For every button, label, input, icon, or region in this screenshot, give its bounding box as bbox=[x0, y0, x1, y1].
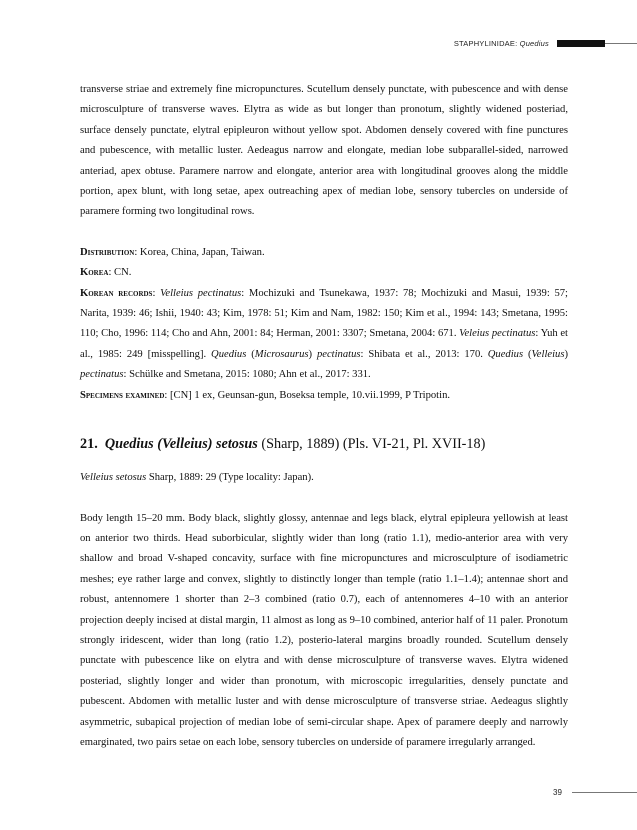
running-header bbox=[454, 38, 637, 48]
synonym-line: Velleius setosus Sharp, 1889: 29 (Type locality: Japan). bbox=[80, 472, 314, 484]
korea-section: Korea: CN. bbox=[80, 267, 132, 279]
korea-label: Korea bbox=[80, 267, 109, 279]
header-rule bbox=[605, 43, 637, 44]
korean-records-section: Korean records: Velleius pectinatus: Mochizuki and Tsunekawa, 1937: 78; Mochizuki and Masui, 1939: 57; Narita, 1939: 46; Ishii, 1940: 43; Kim, 1978: 51; Kim and Nam, 1982: 150; Kim et al., 1994: 143; Smetana, 1995: 110; Cho, 1996: 114; Cho and Ahn, 2001: 84; Herman, 2001: 3307; Smetana, 2004: 671. Veleius pectinatus: Yuh et al., 1985: 249 [misspelling]. Quedius (Microsaurus) pectinatus: Shibata et al., 2013: 170. Quedius (Velleius) pectinatus: Schülke and Smetana, 2015: 1080; Ahn et al., 2017: 331. bbox=[80, 287, 568, 381]
header-bar bbox=[557, 40, 605, 47]
description-continued: transverse striae and extremely fine micropunctures. Scutellum densely punctate, with pubescence and with dense microsculpture of transverse waves. Elytra as wide as but longer than pronotum, slightly widened posteriad, surface densely punctate, elytral epipleuron without yellow spot. Abdomen densely covered with fine punctures and pubescence, with metallic luster. Aedeagus narrow and elongate, median lobe subparallel-sided, narrowed anteriad, apex obtuse. Paramere narrow and elongate, anterior area with longitudinal grooves along the middle portion, apex blunt, with long setae, apex outreaching apex of median lobe, sensory tubercles on underside of paramere forming two longitudinal rows. bbox=[80, 84, 568, 218]
running-header-text: STAPHYLINIDAE: Quedius bbox=[453, 38, 549, 48]
specimens-label: Specimens examined bbox=[80, 389, 165, 401]
specimens-section: Specimens examined: [CN] 1 ex, Geunsan-gun, Boseksa temple, 10.vii.1999, P Tripotin. bbox=[80, 389, 451, 401]
species-heading: 21. Quedius (Velleius) setosus (Sharp, 1889) (Pls. VI-21, Pl. XVII-18) bbox=[80, 436, 486, 453]
footer-rule bbox=[572, 792, 637, 793]
page-footer bbox=[510, 788, 637, 797]
page-number: 39 bbox=[553, 788, 562, 797]
distribution-label: Distribution bbox=[80, 246, 135, 258]
distribution-section: Distribution: Korea, China, Japan, Taiwan. bbox=[80, 246, 265, 258]
korean-records-label: Korean records bbox=[80, 287, 153, 299]
species-description: Body length 15–20 mm. Body black, slightly glossy, antennae and legs black, elytral epipleura yellowish at least on anterior two thirds. Head suborbicular, slightly wider than long (ratio 1.1), medio-anterior area with very shallow and broad V-shaped concavity, surface with fine micropunctures and microsculpture of isodiametric meshes; eye rather large and convex, slightly to distinctly longer than temple (ratio 1.1–1.4); antennae short and robust, antennomere 1 shorter than 2–3 combined (ratio 0.7), each of antennomeres 4–10 with an anterior projection deeply incised at distal margin, 11 almost as long as 9–10 combined, anterior half of 11 paler. Pronotum strongly iridescent, wider than long (ratio 1.2), posterio-lateral margins broadly rounded. Scutellum densely punctate with pubescence like on elytra and with dense microsculpture of transverse waves. Elytra widened posteriad, slightly longer and wider than pronotum, with microscopic irregularities, densely punctate and pubescent. Abdomen with metallic luster and with dense microsculpture of transverse striae. Aedeagus slightly asymmetric, subapical projection of median lobe of semi-circular shape. Apex of paramere deeply and narrowly emarginated, two pairs setae on each lobe, sensory tubercles on underside of paramere irregularly arranged. bbox=[80, 512, 568, 748]
page-content bbox=[80, 80, 568, 753]
